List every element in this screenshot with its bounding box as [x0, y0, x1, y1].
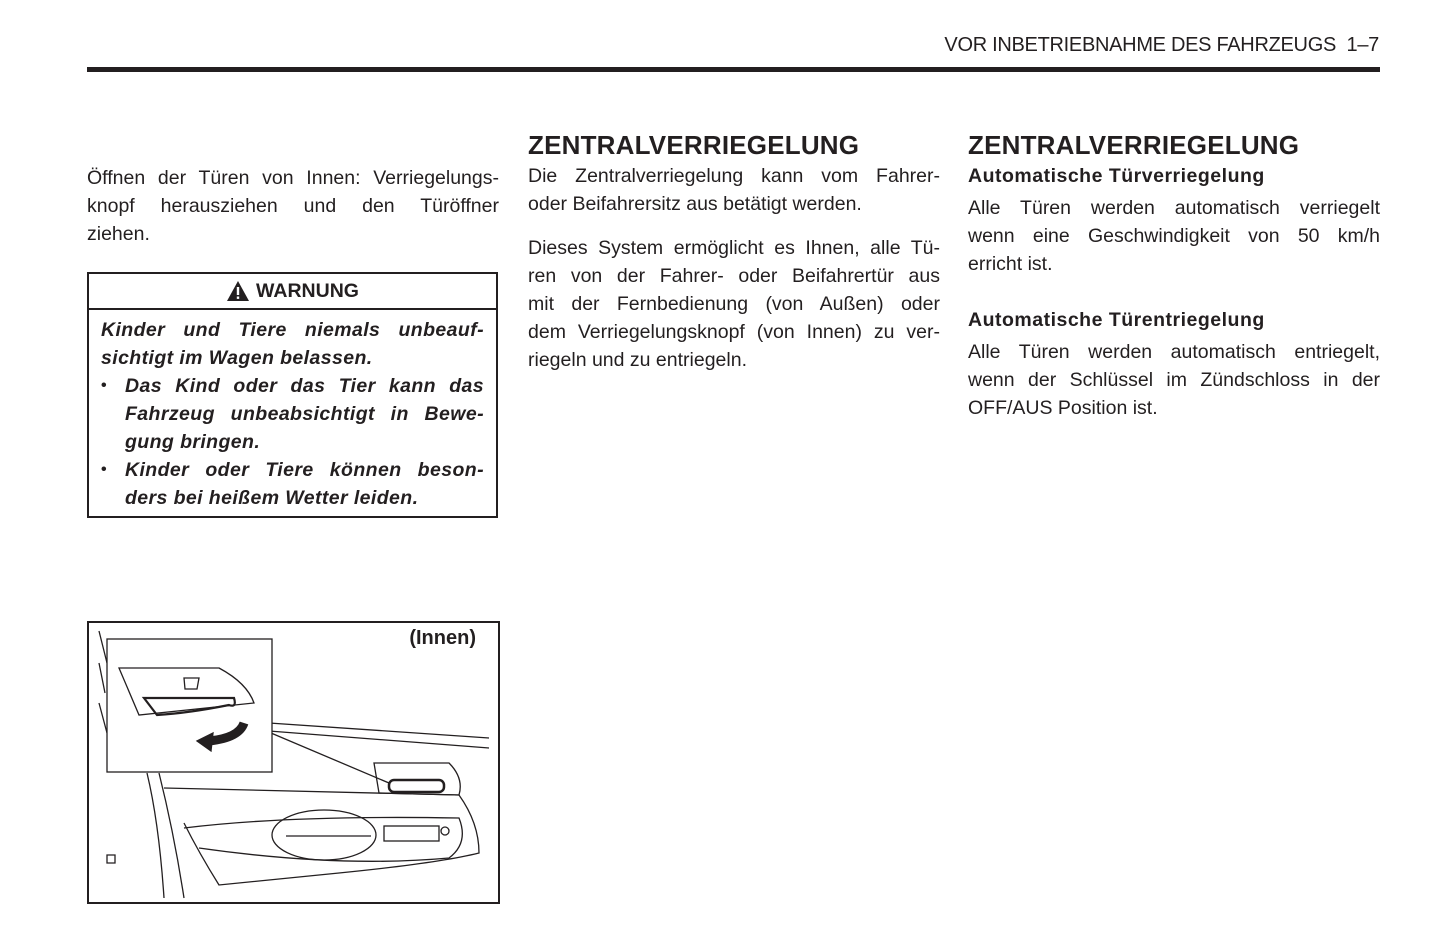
- col2-paragraph-1: [528, 162, 940, 218]
- text-line: Fahrzeug unbeabsichtigt in Bewe-: [125, 403, 484, 425]
- col1-paragraph: [87, 164, 499, 248]
- text-line: Alle Türen werden automatisch verriegelt: [968, 197, 1380, 219]
- text-line: Kinder oder Tiere können beson-: [125, 459, 484, 481]
- text-line: knopf herausziehen und den Türöffner: [87, 195, 499, 217]
- running-header: [944, 34, 1379, 57]
- col3-paragraph-1: [968, 194, 1380, 278]
- section-heading: ZENTRALVERRIEGELUNG: [528, 130, 860, 160]
- door-handle-illustration: [87, 621, 500, 904]
- text-line: wenn eine Geschwindigkeit von 50 km/h: [968, 225, 1380, 247]
- warning-title: [89, 274, 496, 310]
- text-line: ders bei heißem Wetter leiden.: [125, 487, 419, 509]
- warning-title-text: WARNUNG: [256, 279, 359, 302]
- door-panel-drawing: [89, 623, 498, 902]
- subheading-auto-lock: Automatische Türverriegelung: [968, 165, 1265, 187]
- text-line: riegeln und zu entriegeln.: [528, 349, 747, 371]
- warning-triangle-icon: [226, 280, 250, 302]
- subheading-auto-unlock: Automatische Türentriegelung: [968, 309, 1265, 331]
- text-line: Kinder und Tiere niemals unbeauf-: [101, 319, 484, 341]
- text-line: Das Kind oder das Tier kann das: [125, 375, 484, 397]
- text-line: wenn der Schlüssel im Zündschloss in der: [968, 369, 1380, 391]
- text-line: sichtigt im Wagen belassen.: [101, 347, 373, 369]
- warning-bullet-1: • Das Kind oder das Tier kann das Fahrzeug unbeabsichtigt in Bewe- gung bringen.: [101, 372, 484, 456]
- figure-label: (Innen): [409, 627, 476, 649]
- text-line: OFF/AUS Position ist.: [968, 397, 1158, 419]
- text-line: Öffnen der Türen von Innen: Verriegelungs-: [87, 167, 499, 189]
- header-rule: [87, 67, 1380, 72]
- col2-paragraph-2: [528, 234, 940, 374]
- page-number: 1–7: [1346, 34, 1379, 56]
- col3-paragraph-2: [968, 338, 1380, 422]
- header-title: VOR INBETRIEBNAHME DES FAHRZEUGS: [944, 34, 1336, 56]
- text-line: ren von der Fahrer- oder Beifahrertür aus: [528, 265, 940, 287]
- warning-bullet-2: • Kinder oder Tiere können beson- ders bei heißem Wetter leiden.: [101, 456, 484, 512]
- text-line: Dieses System ermöglicht es Ihnen, alle Tü-: [528, 237, 940, 259]
- text-line: Alle Türen werden automatisch entriegelt,: [968, 341, 1380, 363]
- text-line: ziehen.: [87, 223, 150, 245]
- text-line: Die Zentralverriegelung kann vom Fahrer-: [528, 165, 940, 187]
- text-line: erricht ist.: [968, 253, 1053, 275]
- col2: [528, 130, 940, 374]
- text-line: oder Beifahrersitz aus betätigt werden.: [528, 193, 862, 215]
- text-line: gung bringen.: [125, 431, 261, 453]
- text-line: mit der Fernbedienung (von Außen) oder: [528, 293, 940, 315]
- warning-lead: [101, 316, 484, 372]
- text-line: dem Verriegelungsknopf (von Innen) zu ver-: [528, 321, 940, 343]
- col3: [968, 130, 1380, 422]
- section-heading: ZENTRALVERRIEGELUNG: [968, 130, 1300, 160]
- warning-box: [87, 272, 498, 518]
